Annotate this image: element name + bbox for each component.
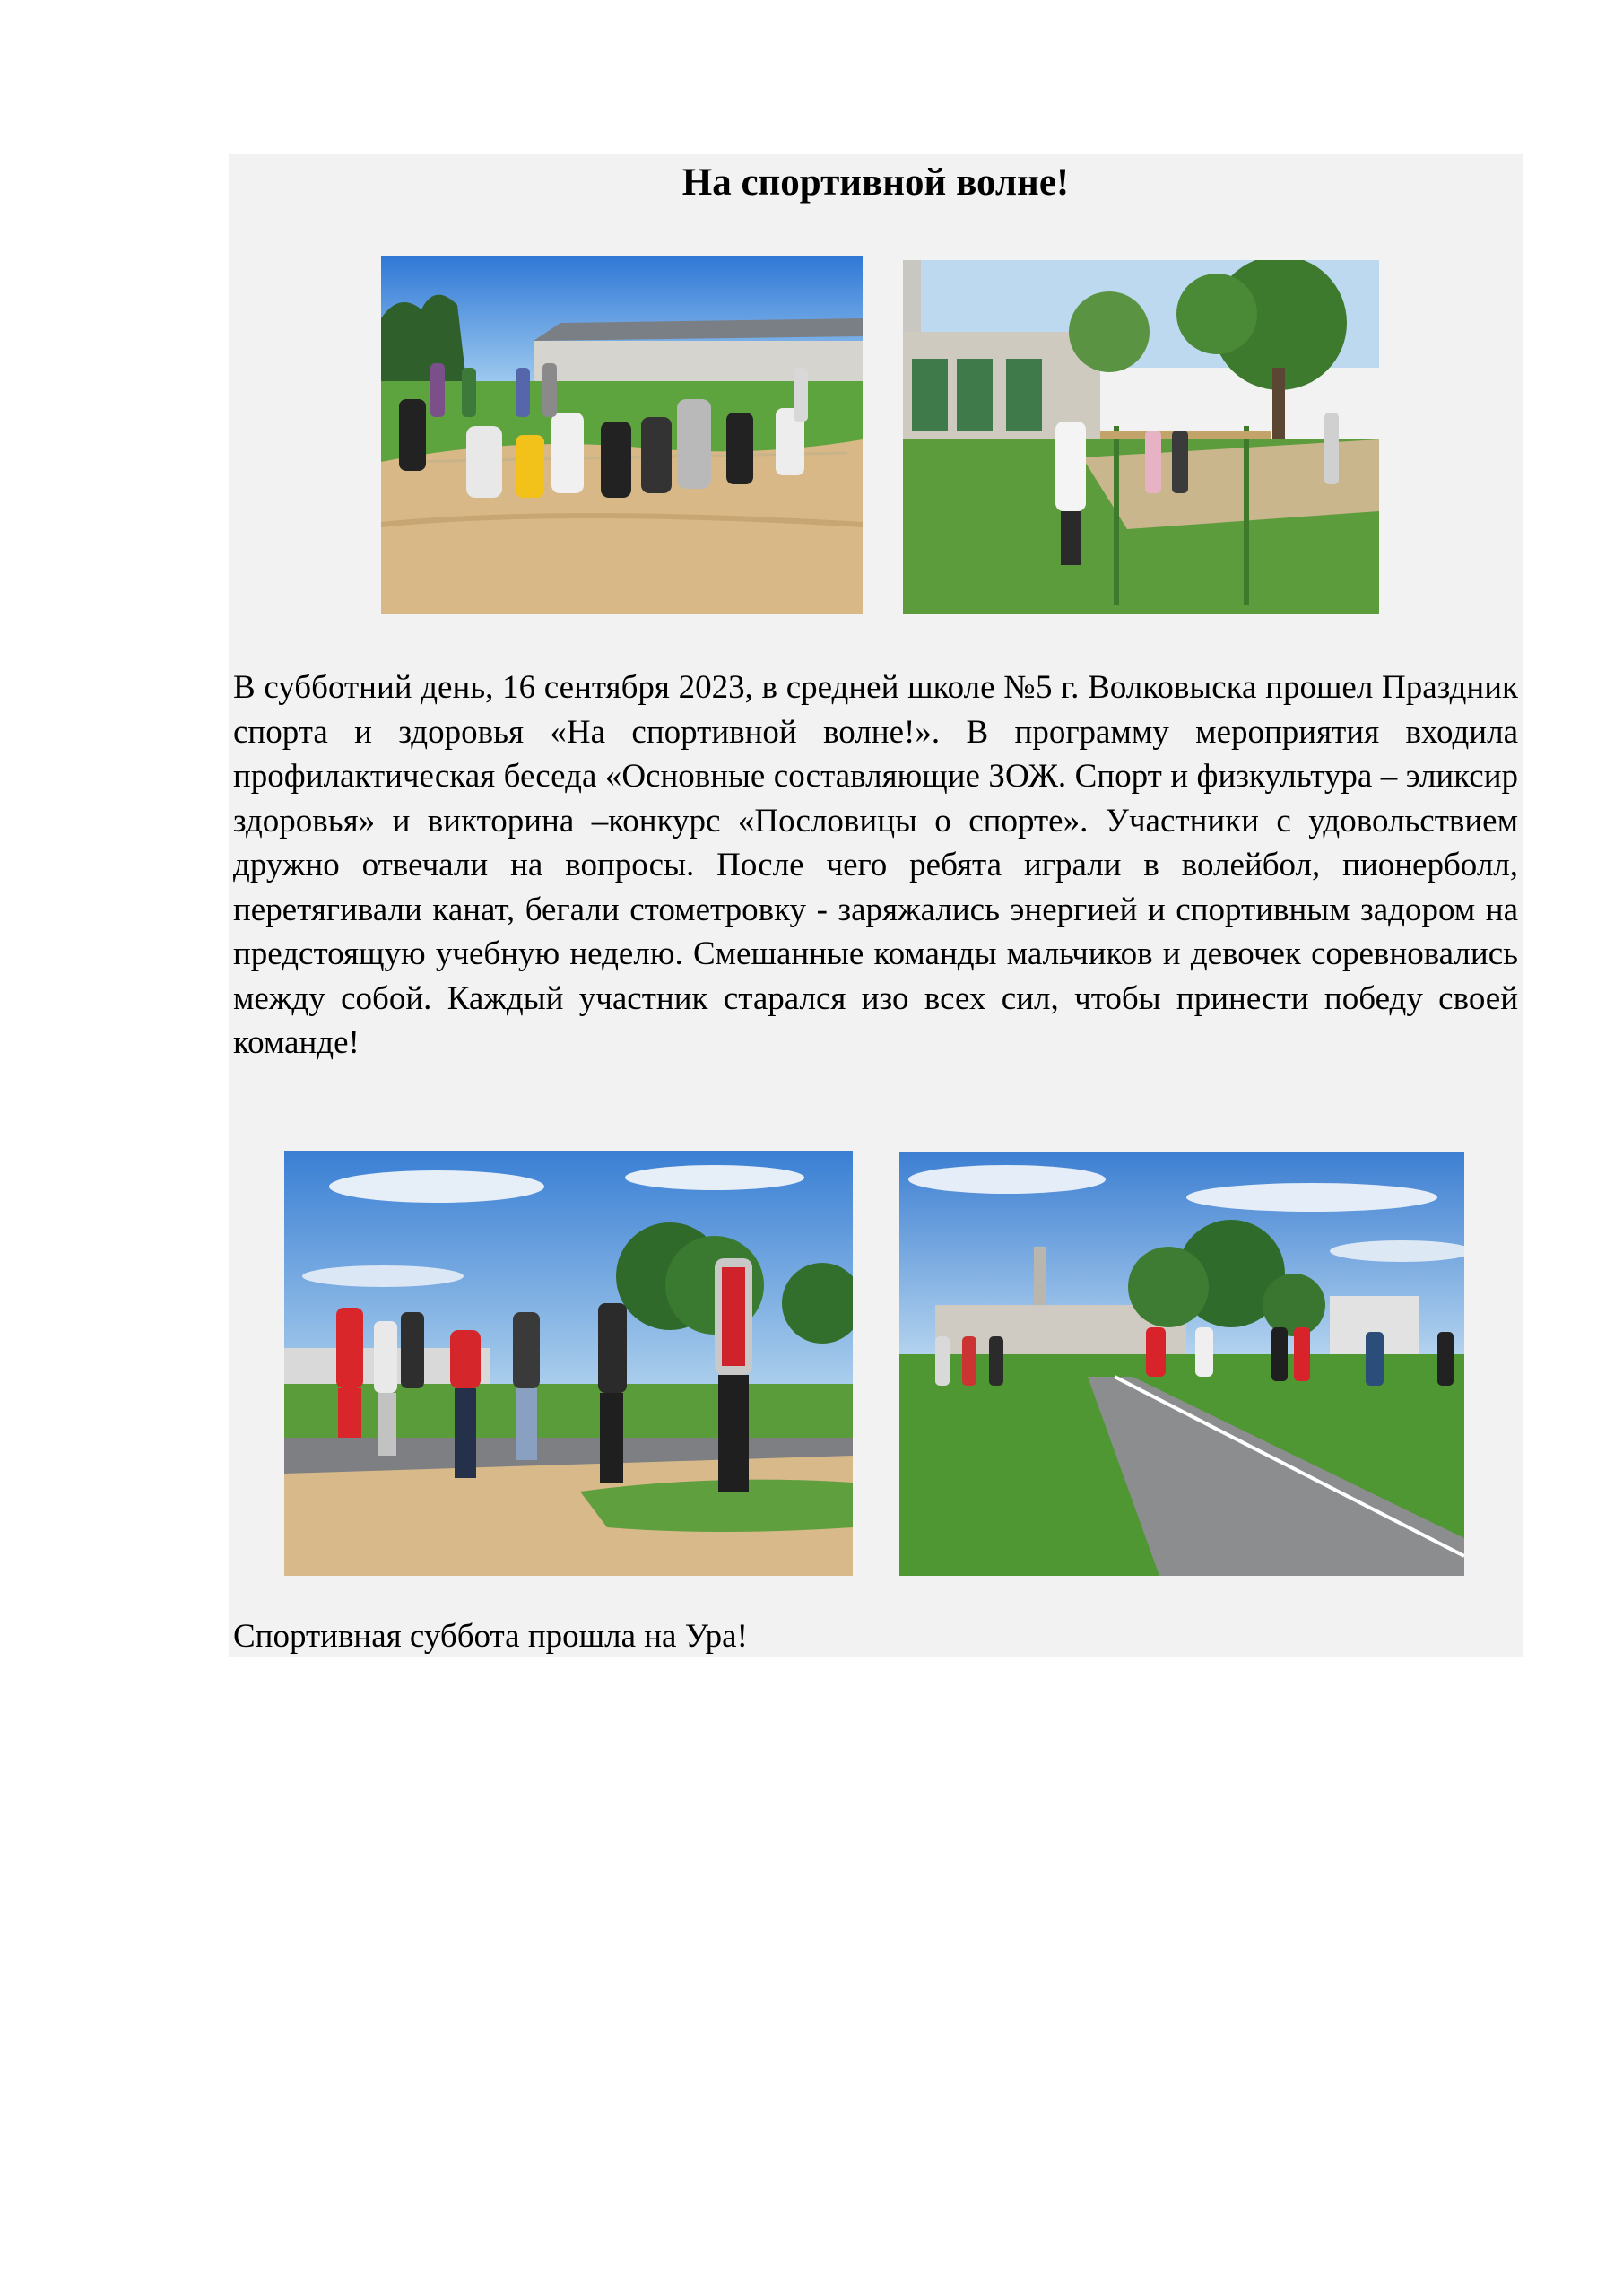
article-title: На спортивной волне! — [681, 161, 1070, 204]
article-body: В субботний день, 16 сентября 2023, в средней школе №5 г. Волковыска прошел Праздник спорта и здоровья «На спортивной волне!». В программу мероприятия входила профилактическая беседа «Основные составляющие ЗОЖ. Спорт и физкультура – эликсир здоровья» и викторина –конкурс «Пословицы о спорте». Участники с удовольствием дружно отвечали на вопросы. После чего ребята играли в волейбол, пионерболл, перетягивали канат, бегали стометровку - заряжались энергией и спортивным задором на предстоящую учебную неделю. Смешанные команды мальчиков и девочек соревновались между собой. Каждый участник старался изо всех сил, чтобы принести победу своей команде! — [233, 669, 1518, 1061]
running-track-photo — [899, 1152, 1464, 1576]
tug-of-war-photo — [381, 256, 863, 614]
long-jump-photo — [284, 1151, 853, 1576]
playground-photo — [903, 260, 1379, 614]
closing-line: Спортивная суббота прошла на Ура! — [233, 1618, 748, 1655]
